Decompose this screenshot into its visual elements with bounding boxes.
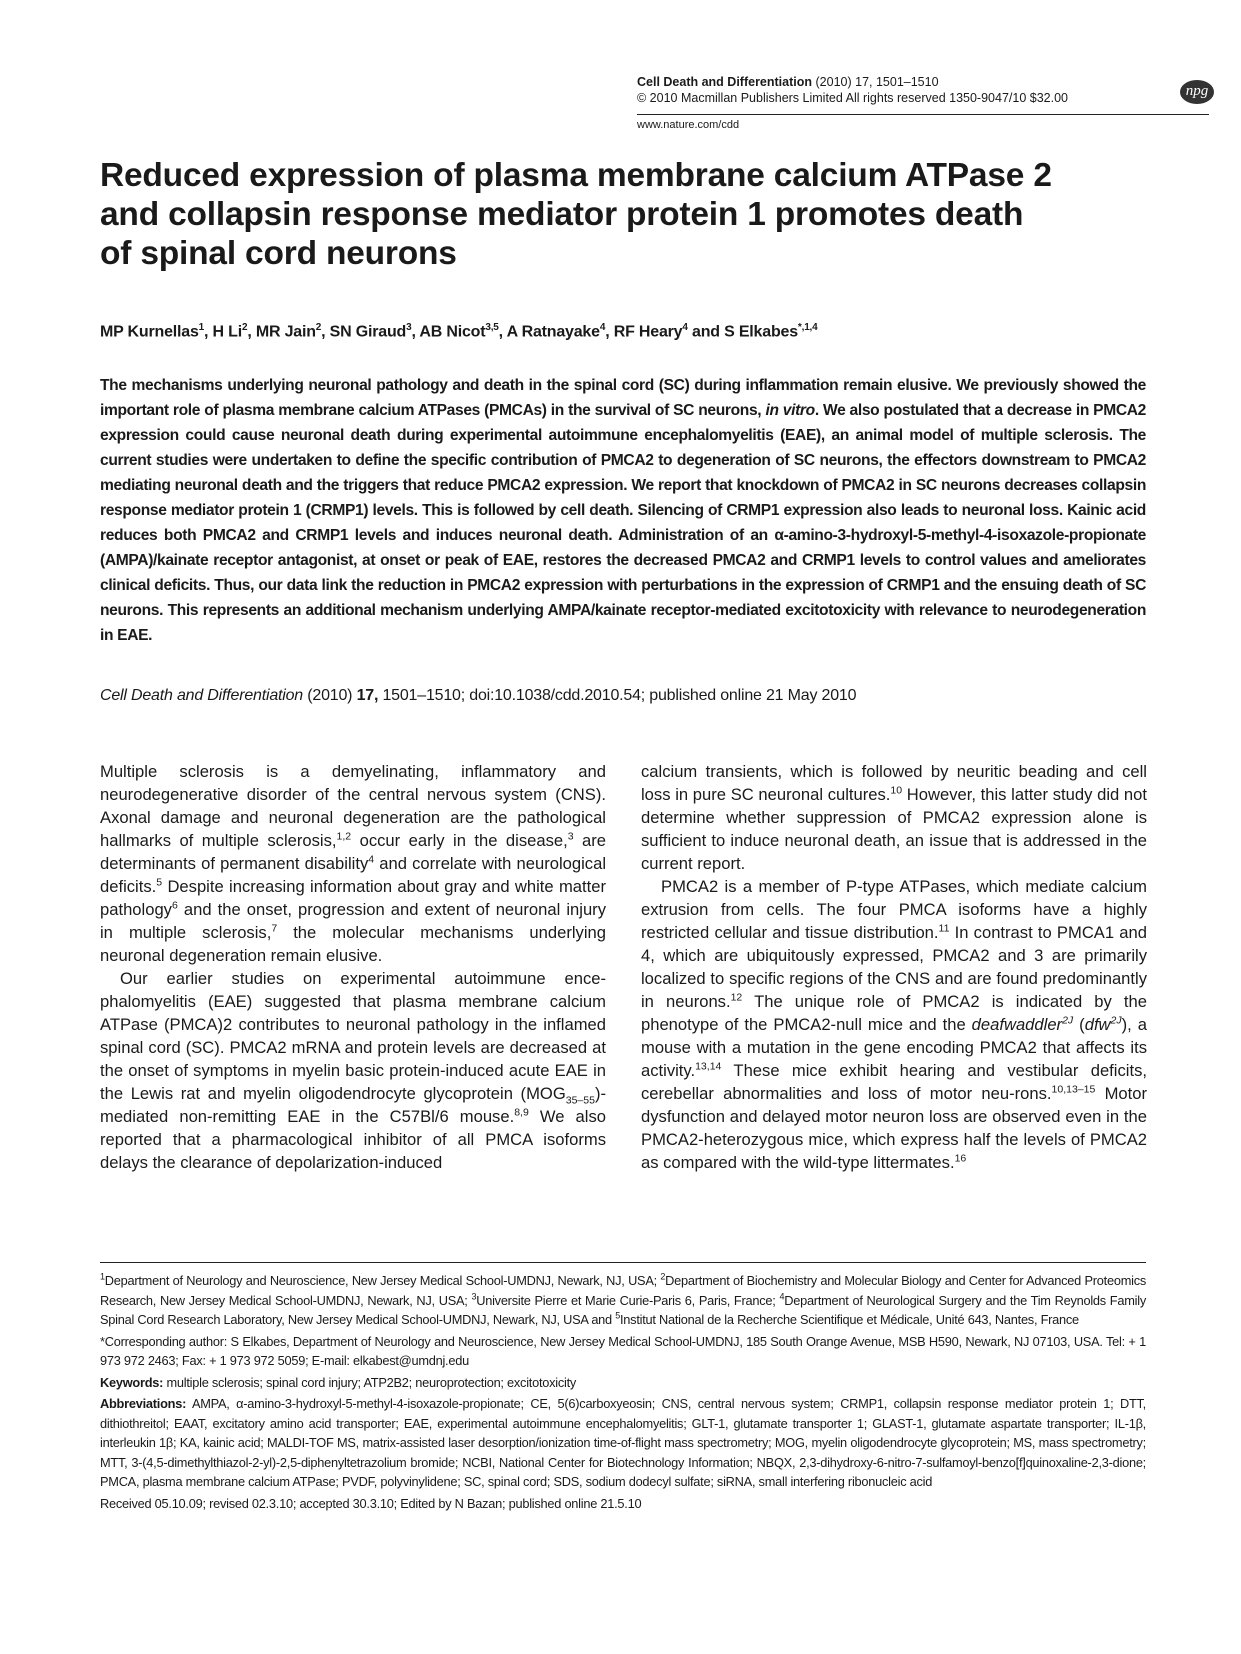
abstract: The mechanisms underlying neuronal pathology and death in the spinal cord (SC) during inflammation remain elusive. We previously showed the important role of plasma membrane calcium ATPases (PMCAs) in the survival of SC neurons, in vitro. We also postulated that a decrease in PMCA2 expression could cause neuronal death during experimental autoimmune encephalomyelitis (EAE), an animal model of multiple sclerosis. The current studies were undertaken to define the specific contribution of PMCA2 to degeneration of SC neurons, the effectors downstream to PMCA2 mediating neuronal death and the triggers that reduce PMCA2 expression. We report that knockdown of PMCA2 in SC neurons decreases collapsin response mediator protein 1 (CRMP1) levels. This is followed by cell death. Silencing of CRMP1 expression also leads to neuronal loss. Kainic acid reduces both PMCA2 and CRMP1 levels and induces neuronal death. Administration of an α-amino-3-hydroxyl-5-methyl-4-isoxazole-propionate (AMPA)/kainate receptor antagonist, at onset or peak of EAE, restores the decreased PMCA2 and CRMP1 levels to control values and ameliorates clinical deficits. Thus, our data link the reduction in PMCA2 expression with perturbations in the expression of CRMP1 and the ensuing death of SC neurons. This represents an additional mechanism underlying AMPA/kainate receptor-mediated excitotoxicity with relevance to neurodegeneration in EAE.: [100, 377, 1146, 644]
author-list: MP Kurnellas$^1$, H Li$^2$, MR Jain$^2$, SN Giraud$^3$, AB Nicot$^{3,5}$, A Ratnayake$^4$, RF Heary$^4$ and S Elkabes$^{*,1,4}$: [100, 322, 818, 341]
author-affiliation: 4: [682, 322, 688, 333]
journal-name: Cell Death and Differentiation: [637, 75, 813, 89]
paragraph: calcium transients, which is followed by neuritic beading and cell loss in pure SC neuronal cultures.$^{10}$ However, this latter study did not determine whether suppression of PMCA2 expression alone is sufficient to induce neuronal death, an issue that is addressed in the current report.: [641, 762, 1147, 873]
body-column-right: [641, 760, 1147, 1174]
author-affiliation: 1: [198, 322, 205, 333]
reference[interactable]: 13,14: [695, 1060, 722, 1073]
footnotes: [100, 1271, 1146, 1515]
author: SN Giraud: [329, 323, 407, 341]
paragraph: Our earlier studies on experimental autoimmune ence-phalomyelitis (EAE) suggested that plasma membrane calcium ATPase (PMCA)2 contributes to neuronal pathology in the inflamed spinal cord (SC). PMCA2 mRNA and protein levels are decreased at the onset of symptoms in myelin basic protein-induced acute EAE in the Lewis rat and myelin oligodendrocyte glycoprotein $(MOG_{35-55})$-mediated non-remitting EAE in the C57Bl/6 mouse.$^{8,9}$ We also reported that a pharmacological inhibitor of all PMCA isoforms delays the clearance of depolarization-induced: [100, 969, 606, 1172]
author-affiliation: 2: [315, 322, 322, 333]
journal-url[interactable]: www.nature.com/cdd: [637, 119, 740, 131]
body-column-left: [100, 760, 606, 1174]
reference[interactable]: 5: [156, 876, 163, 889]
author: MP Kurnellas: [100, 323, 199, 341]
corresponding-author: *Corresponding author: S Elkabes, Department of Neurology and Neuroscience, New Jersey Medical School-UMDNJ, 185 South Orange Avenue, MSB H590, Newark, NJ 07103, USA. Tel: + 1 973 972 2463; Fax: + 1 973 972 5059; E-mail: elkabest@umdnj.edu: [100, 1333, 1146, 1368]
reference[interactable]: 10: [890, 784, 903, 797]
author-affiliation: 4: [599, 322, 606, 333]
footnote-divider: [100, 1262, 1146, 1263]
reference[interactable]: 10,13–15: [1051, 1083, 1096, 1096]
author: H Li: [212, 323, 242, 341]
author-affiliation: 3,5: [485, 322, 499, 333]
copyright-line: © 2010 Macmillan Publishers Limited All rights reserved 1350-9047/10 $32.00: [637, 91, 1068, 105]
author: AB Nicot: [419, 323, 486, 341]
received-dates: Received 05.10.09; revised 02.3.10; accepted 30.3.10; Edited by N Bazan; published online 21.5.10: [100, 1495, 642, 1511]
reference[interactable]: 12: [730, 991, 743, 1004]
header-divider: [637, 114, 1209, 115]
citation-line: Cell Death and Differentiation (2010) 17, 1501–1510; doi:10.1038/cdd.2010.54; published online 21 May 2010: [100, 687, 857, 704]
paragraph: Multiple sclerosis is a demyelinating, inflammatory and neurodegenerative disorder of the central nervous system (CNS). Axonal damage and neuronal degeneration are the pathological hallmarks of multiple sclerosis,$^{1,2}$ occur early in the disease,$^3$ are determinants of permanent disability$^4$ and correlate with neurological deficits.$^5$ Despite increasing information about gray and white matter pathology$^6$ and the onset, progression and extent of neuronal injury in multiple sclerosis,$^7$ the molecular mechanisms underlying neuronal degeneration remain elusive.: [100, 762, 607, 965]
author: S Elkabes: [724, 323, 798, 341]
author-affiliation: *,1,4: [797, 322, 818, 333]
reference[interactable]: 1,2: [336, 830, 352, 843]
author-affiliation: 2: [241, 322, 248, 333]
author: RF Heary: [613, 323, 683, 341]
journal-header: [637, 74, 1068, 106]
npg-logo: npg: [1180, 80, 1214, 104]
volume-info: (2010) 17, 1501–1510: [815, 75, 939, 89]
reference[interactable]: 16: [954, 1152, 967, 1165]
reference[interactable]: 11: [938, 922, 950, 935]
keywords: Keywords: multiple sclerosis; spinal cord injury; ATP2B2; neuroprotection; excitotoxicity: [100, 1374, 577, 1390]
authors-and: and: [692, 323, 720, 341]
reference[interactable]: 4: [368, 853, 375, 866]
author: A Ratnayake: [506, 323, 600, 341]
reference[interactable]: 7: [271, 922, 278, 935]
reference[interactable]: 3: [567, 830, 574, 843]
article-title: Reduced expression of plasma membrane calcium ATPase 2 and collapsin response mediator protein 1 promotes death of spinal cord neurons: [100, 157, 1052, 272]
author: MR Jain: [255, 323, 316, 341]
affiliations: $^1$Department of Neurology and Neuroscience, New Jersey Medical School-UMDNJ, Newark, NJ, USA; $^2$Department of Biochemistry and Molecular Biology and Center for Advanced Proteomics Research, New Jersey Medical School-UMDNJ, Newark, NJ, USA; $^3$Universite Pierre et Marie Curie-Paris 6, Paris, France; $^4$Department of Neurological Surgery and the Tim Reynolds Family Spinal Cord Research Laboratory, New Jersey Medical School-UMDNJ, Newark, NJ, USA and $^5$Institut National de la Recherche Scientifique et Médicale, Unité 643, Nantes, France: [100, 1271, 1146, 1327]
paragraph: PMCA2 is a member of P-type ATPases, which mediate calcium extrusion from cells. The four PMCA isoforms have a highly restricted cellular and tissue distribution.$^{11}$ In contrast to PMCA1 and 4, which are ubiquitously expressed, PMCA2 and 3 are primarily localized to specific regions of the CNS and are found predominantly in neurons.$^{12}$ The unique role of PMCA2 is indicated by the phenotype of the PMCA2-null mice and the deafwaddler$^{2J}$ (dfw$^{2J}$), a mouse with a mutation in the gene encoding PMCA2 that affects its activity.$^{13,14}$ These mice exhibit hearing and vestibular deficits, cerebellar abnormalities and loss of motor neu-rons.$^{10,13-15}$ Motor dysfunction and delayed motor neuron loss are observed even in the PMCA2-heterozygous mice, which express half the levels of PMCA2 as compared with the wild-type littermates.$^{16}$: [641, 877, 1147, 1172]
author-affiliation: 3: [406, 322, 412, 333]
abstract-italic: in vitro: [765, 402, 815, 419]
reference[interactable]: 8,9: [514, 1106, 529, 1119]
abbreviations: Abbreviations: AMPA, α-amino-3-hydroxyl-5-methyl-4-isoxazole-propionate; CE, 5(6)carboxyeosin; CNS, central nervous system; CRMP1, collapsin response mediator protein 1; DTT, dithiothreitol; EAAT, excitatory amino acid transporter; EAE, experimental autoimmune encephalomyelitis; GLT-1, glutamate transporter 1; GLAST-1, glutamate aspartate transporter; IL-1β, interleukin 1β; KA, kainic acid; MALDI-TOF MS, matrix-assisted laser desorption/ionization time-of-flight mass spectrometry; MOG, myelin oligodendrocyte glycoprotein; MS, mass spectrometry; MTT, 3-(4,5-dimethylthiazol-2-yl)-2,5-diphenyltetrazolium bromide; NCBI, National Center for Biotechnology Information; NBQX, 2,3-dihydroxy-6-nitro-7-sulfamoyl-benzo[f]quinoxaline-2,3-dione; PMCA, plasma membrane calcium ATPase; PVDF, polyvinylidene; SC, spinal cord; SDS, sodium dodecyl sulfate; siRNA, small interfering ribonucleic acid: [100, 1396, 1146, 1489]
reference[interactable]: 6: [171, 899, 178, 912]
